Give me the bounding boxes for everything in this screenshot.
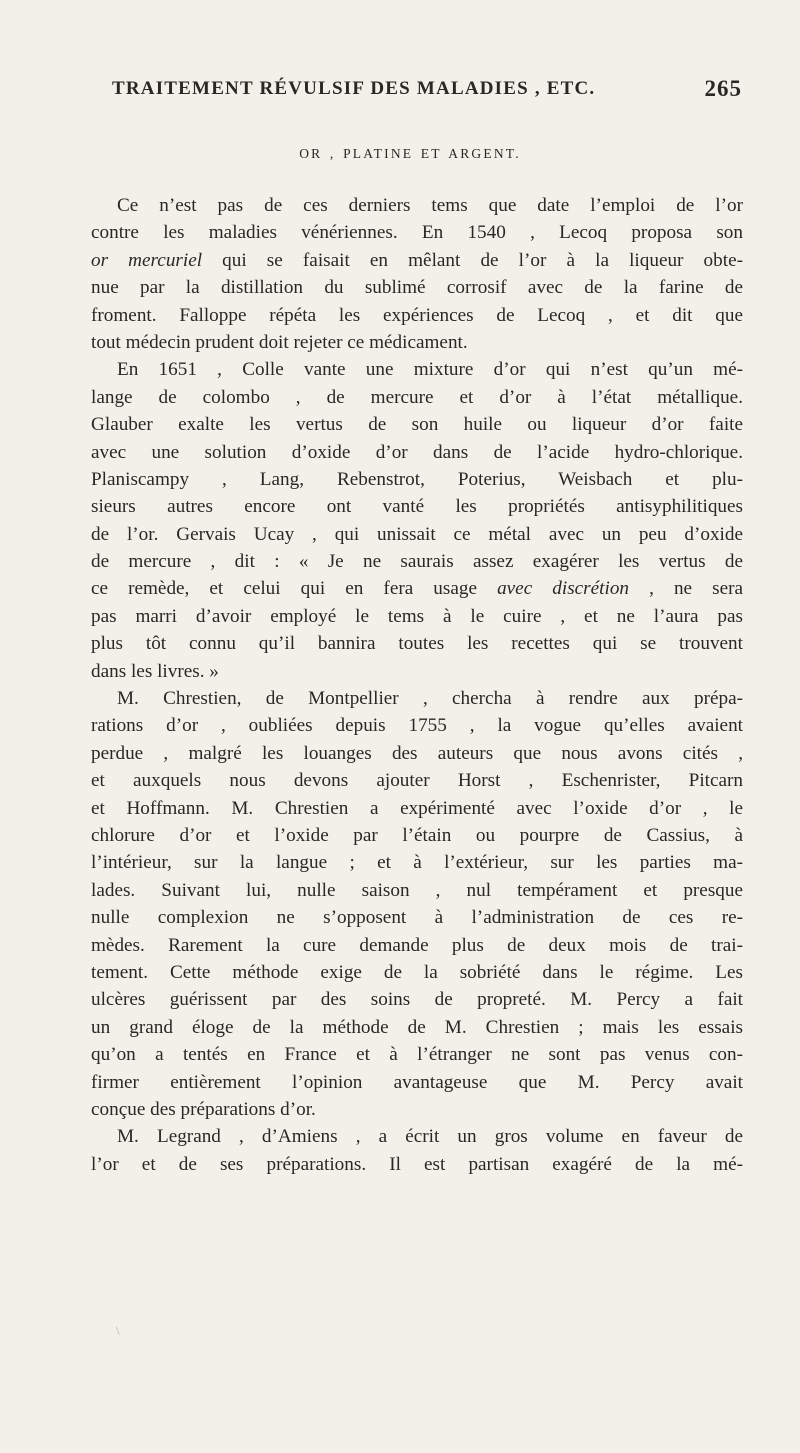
text-line	[91, 466, 743, 493]
text-segment: tement. Cette méthode exige de la sobriété dans le régime. Les	[91, 961, 743, 983]
text-line	[91, 1069, 743, 1096]
text-line	[91, 822, 743, 849]
text-segment: plus tôt connu qu’il bannira toutes les recettes qui se trouvent	[91, 633, 743, 655]
text-segment: Planiscampy , Lang, Rebenstrot, Poterius, Weisbach et plu-	[91, 468, 743, 490]
text-segment: qu’on a tentés en France et à l’étranger ne sont pas venus con-	[91, 1044, 743, 1066]
text-segment: avec une solution d’oxide d’or dans de l’acide hydro-chlorique.	[91, 441, 743, 463]
text-line	[91, 1041, 743, 1068]
text-segment: M. Chrestien, de Montpellier , chercha à rendre aux prépa-	[117, 688, 743, 710]
text-line	[91, 658, 743, 685]
text-segment: rations d’or , oubliées depuis 1755 , la vogue qu’elles avaient	[91, 715, 743, 737]
text-segment: froment. Falloppe répéta les expériences de Lecoq , et dit que	[91, 304, 743, 326]
text-segment: l’intérieur, sur la langue ; et à l’extérieur, sur les parties ma-	[91, 852, 743, 874]
running-title: TRAITEMENT RÉVULSIF DES MALADIES , ETC.	[112, 78, 596, 99]
text-segment: tout médecin prudent doit rejeter ce médicament.	[91, 331, 468, 353]
text-segment: et auxquels nous devons ajouter Horst , Eschenrister, Pitcarn	[91, 770, 743, 792]
text-line	[91, 630, 743, 657]
text-line	[91, 767, 743, 794]
body-text	[91, 192, 743, 1178]
text-segment: ulcères guérissent par des soins de propreté. M. Percy a fait	[91, 989, 743, 1011]
text-segment: ce remède, et celui qui en fera usage	[91, 578, 498, 600]
text-line	[91, 356, 743, 383]
section-heading: OR , PLATINE ET ARGENT.	[299, 146, 521, 161]
text-line	[91, 1014, 743, 1041]
text-segment: conçue des préparations d’or.	[91, 1098, 316, 1120]
text-segment: lange de colombo , de mercure et d’or à l’état métallique.	[91, 386, 743, 408]
text-line	[91, 274, 743, 301]
text-line	[91, 603, 743, 630]
text-segment: Ce n’est pas de ces derniers tems que date l’emploi de l’or	[117, 195, 743, 216]
text-segment: qui se faisait en mêlant de l’or à la liqueur obte-	[202, 249, 743, 271]
text-segment: mèdes. Rarement la cure demande plus de deux mois de trai-	[91, 934, 743, 956]
text-line	[91, 1123, 743, 1150]
text-line	[91, 219, 743, 246]
text-segment: M. Legrand , d’Amiens , a écrit un gros volume en faveur de	[117, 1126, 743, 1148]
text-segment: perdue , malgré les louanges des auteurs que nous avons cités ,	[91, 742, 743, 764]
text-segment: firmer entièrement l’opinion avantageuse que M. Percy avait	[91, 1071, 743, 1093]
text-segment: un grand éloge de la méthode de M. Chrestien ; mais les essais	[91, 1016, 743, 1038]
italic-phrase: avec discrétion	[497, 578, 630, 600]
text-segment: pas marri d’avoir employé le tems à le cuire , et ne l’aura pas	[91, 605, 743, 627]
text-line	[91, 329, 743, 356]
text-segment: dans les livres. »	[91, 660, 219, 682]
text-line	[91, 877, 743, 904]
text-line	[91, 1096, 743, 1123]
running-head	[112, 78, 742, 108]
text-line	[91, 439, 743, 466]
text-line	[91, 712, 743, 739]
text-line	[91, 685, 743, 712]
text-line	[91, 302, 743, 329]
text-segment: et Hoffmann. M. Chrestien a expérimenté avec l’oxide d’or , le	[91, 797, 743, 819]
text-line	[91, 986, 743, 1013]
text-line	[91, 1151, 743, 1178]
text-line	[91, 932, 743, 959]
text-line	[91, 493, 743, 520]
text-segment: En 1651 , Colle vante une mixture d’or qui n’est qu’un mé-	[117, 359, 743, 381]
stray-mark: \	[116, 1323, 120, 1338]
text-line	[91, 548, 743, 575]
text-segment: contre les maladies vénériennes. En 1540 , Lecoq proposa son	[91, 222, 743, 244]
text-line	[91, 384, 743, 411]
text-line	[91, 959, 743, 986]
text-segment: de l’or. Gervais Ucay , qui unissait ce métal avec un peu d’oxide	[91, 523, 743, 545]
text-line	[91, 521, 743, 548]
text-line	[91, 795, 743, 822]
text-segment: nulle complexion ne s’opposent à l’administration de ces re-	[91, 907, 743, 929]
text-line	[91, 740, 743, 767]
text-segment: sieurs autres encore ont vanté les propriétés antisyphilitiques	[91, 496, 743, 518]
text-segment: de mercure , dit : « Je ne saurais assez exagérer les vertus de	[91, 551, 743, 573]
text-segment: l’or et de ses préparations. Il est partisan exagéré de la mé-	[91, 1153, 743, 1175]
text-line	[91, 192, 743, 219]
text-line	[91, 247, 743, 274]
text-line	[91, 904, 743, 931]
page-number: 265	[704, 76, 742, 101]
italic-phrase: or mercuriel	[91, 249, 203, 271]
text-line	[91, 849, 743, 876]
text-segment: nue par la distillation du sublimé corrosif avec de la farine de	[91, 277, 743, 299]
text-line	[91, 575, 743, 602]
text-segment: Glauber exalte les vertus de son huile ou liqueur d’or faite	[91, 414, 743, 436]
text-segment: lades. Suivant lui, nulle saison , nul tempérament et presque	[91, 879, 743, 901]
text-segment: chlorure d’or et l’oxide par l’étain ou pourpre de Cassius, à	[91, 824, 743, 846]
text-segment: , ne sera	[629, 578, 743, 600]
text-line	[91, 411, 743, 438]
